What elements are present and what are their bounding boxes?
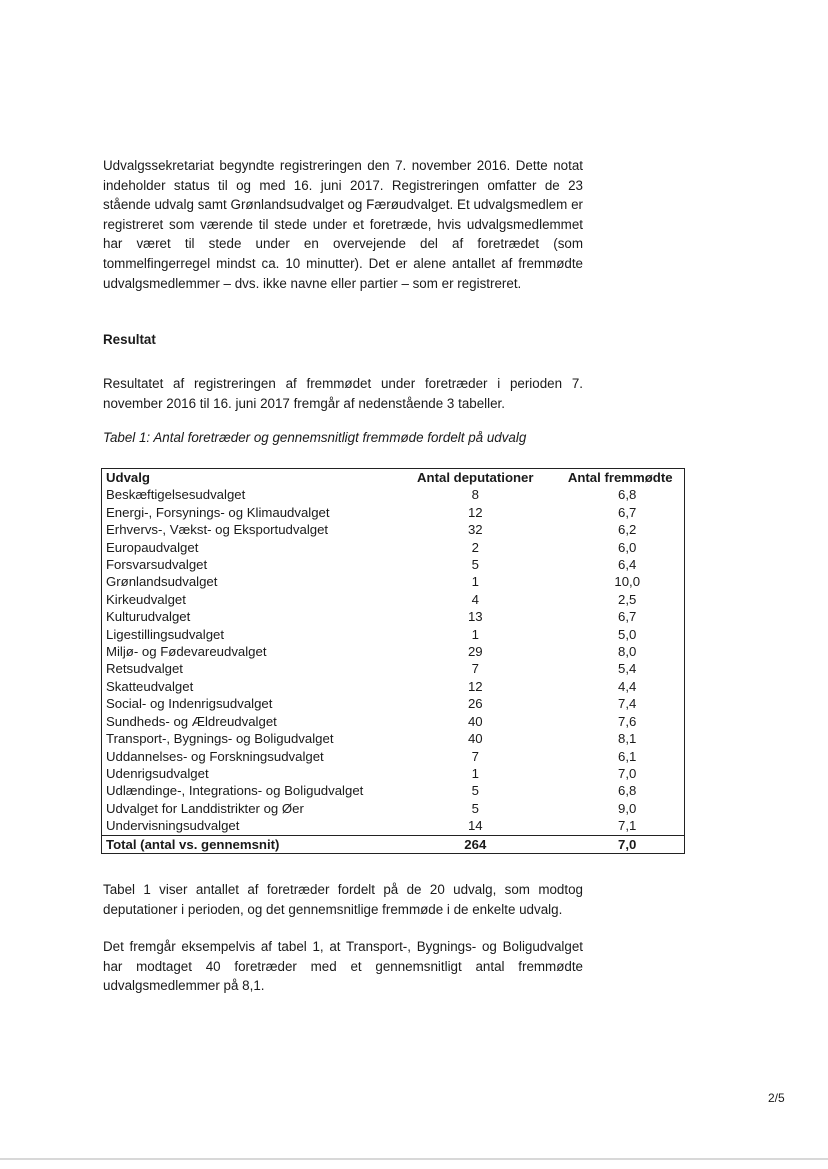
cell-udvalg: Kulturudvalget [106, 609, 191, 625]
table-row [102, 678, 685, 695]
cell-antal-fremmodte: 6,4 [618, 557, 637, 573]
cell-antal-fremmodte: 5,4 [618, 661, 637, 677]
cell-antal-deputationer: 5 [471, 557, 479, 573]
cell-antal-fremmodte: 6,7 [618, 609, 637, 625]
table-row [102, 591, 685, 608]
table-row [102, 800, 685, 817]
table-body [102, 486, 685, 835]
cell-antal-deputationer: 1 [471, 574, 479, 590]
cell-antal-fremmodte: 7,4 [618, 696, 637, 712]
cell-antal-deputationer: 7 [471, 748, 479, 764]
cell-antal-fremmodte: 4,4 [618, 678, 637, 694]
cell-udvalg: Udvalget for Landdistrikter og Øer [106, 800, 304, 816]
cell-antal-deputationer: 40 [467, 731, 483, 747]
cell-antal-fremmodte: 7,6 [618, 713, 637, 729]
cell-udvalg: Retsudvalget [106, 661, 183, 677]
cell-antal-fremmodte: 6,8 [618, 487, 637, 503]
cell-udvalg: Energi-, Forsynings- og Klimaudvalget [106, 504, 330, 520]
cell-antal-deputationer: 8 [471, 487, 479, 503]
example-paragraph: Det fremgår eksempelvis af tabel 1, at Transport-, Bygnings- og Boligudvalget har modtaget 40 foretræder med et gennemsnitligt antal fremmødte udvalgsmedlemmer på 8,1. [103, 939, 583, 994]
header-udvalg: Udvalg [106, 470, 150, 485]
table-row [102, 695, 685, 712]
table-row [102, 748, 685, 765]
cell-udvalg: Social- og Indenrigsudvalget [106, 696, 273, 712]
table-row [102, 486, 685, 503]
cell-antal-deputationer: 5 [471, 800, 479, 816]
table-row [102, 504, 685, 521]
header-antal-fremmodte: Antal fremmødte [567, 470, 673, 485]
result-heading: Resultat [103, 332, 156, 347]
table-header-row [102, 469, 685, 487]
cell-udvalg: Kirkeudvalget [106, 591, 186, 607]
cell-antal-fremmodte: 6,7 [618, 504, 637, 520]
cell-antal-fremmodte: 5,0 [618, 626, 637, 642]
header-antal-deputationer: Antal deputationer [417, 470, 534, 485]
table-row [102, 643, 685, 660]
cell-udvalg: Forsvarsudvalget [106, 557, 208, 573]
table-row [102, 626, 685, 643]
cell-antal-deputationer: 1 [471, 626, 479, 642]
cell-antal-deputationer: 29 [467, 644, 483, 660]
cell-antal-fremmodte: 9,0 [618, 800, 637, 816]
cell-antal-deputationer: 7 [471, 661, 479, 677]
cell-antal-deputationer: 14 [467, 818, 483, 834]
cell-antal-deputationer: 26 [467, 696, 483, 712]
table-row [102, 573, 685, 590]
cell-udvalg: Europaudvalget [106, 539, 199, 555]
total-label: Total (antal vs. gennemsnit) [102, 835, 401, 853]
cell-udvalg: Erhvervs-, Vækst- og Eksportudvalget [106, 522, 329, 538]
cell-antal-fremmodte: 8,1 [618, 731, 637, 747]
committee-table [101, 468, 685, 854]
cell-antal-deputationer: 12 [467, 678, 483, 694]
cell-udvalg: Skatteudvalget [106, 678, 194, 694]
cell-antal-fremmodte: 2,5 [618, 591, 637, 607]
cell-udvalg: Sundheds- og Ældreudvalget [106, 713, 277, 729]
cell-antal-deputationer: 5 [471, 783, 479, 799]
cell-udvalg: Udlændinge-, Integrations- og Boligudvalget [106, 783, 364, 799]
cell-antal-deputationer: 4 [471, 591, 479, 607]
table-row [102, 660, 685, 677]
table-row [102, 782, 685, 799]
cell-antal-deputationer: 40 [467, 713, 483, 729]
table-caption: Tabel 1: Antal foretræder og gennemsnitligt fremmøde fordelt på udvalg [103, 430, 527, 445]
cell-antal-fremmodte: 6,8 [618, 783, 637, 799]
cell-antal-deputationer: 1 [471, 765, 479, 781]
table-explanation-paragraph: Tabel 1 viser antallet af foretræder fordelt på de 20 udvalg, som modtog deputationer i perioden, og det gennemsnitlige fremmøde i de enkelte udvalg. [103, 882, 583, 917]
table-row [102, 730, 685, 747]
cell-udvalg: Beskæftigelsesudvalget [106, 487, 246, 503]
total-deputationer: 264 [400, 835, 550, 853]
cell-udvalg: Grønlandsudvalget [106, 574, 218, 590]
cell-antal-fremmodte: 6,0 [618, 539, 637, 555]
bottom-divider [0, 1158, 828, 1160]
table-row [102, 521, 685, 538]
cell-antal-deputationer: 32 [467, 522, 483, 538]
cell-udvalg: Ligestillingsudvalget [106, 626, 225, 642]
cell-antal-deputationer: 2 [471, 539, 479, 555]
cell-antal-fremmodte: 8,0 [618, 644, 637, 660]
cell-antal-fremmodte: 6,2 [618, 522, 637, 538]
cell-udvalg: Transport-, Bygnings- og Boligudvalget [106, 731, 334, 747]
cell-udvalg: Uddannelses- og Forskningsudvalget [106, 748, 324, 764]
page-number: 2/5 [768, 1091, 785, 1105]
cell-antal-deputationer: 12 [467, 504, 483, 520]
cell-udvalg: Udenrigsudvalget [106, 765, 209, 781]
table-row [102, 765, 685, 782]
table-row [102, 556, 685, 573]
total-fremmodte: 7,0 [550, 835, 684, 853]
cell-udvalg: Undervisningsudvalget [106, 818, 240, 834]
cell-antal-fremmodte: 7,1 [618, 818, 637, 834]
cell-antal-fremmodte: 7,0 [618, 765, 637, 781]
cell-antal-fremmodte: 10,0 [614, 574, 641, 590]
intro-paragraph: Udvalgssekretariat begyndte registreringen den 7. november 2016. Dette notat indeholder status til og med 16. juni 2017. Registreringen omfatter de 23 stående udvalg samt Grønlandsudvalget og Færøudvalget. Et udvalgsmedlem er registreret som værende til stede under et foretræde, hvis udvalgsmedlemmet har været til stede under en overvejende del af foretrædet (som tommelfingerregel mindst ca. 10 minutter). Det er alene antallet af fremmødte udvalgsmedlemmer – dvs. ikke navne eller partier – som er registreret. [103, 158, 583, 291]
table-row [102, 713, 685, 730]
cell-udvalg: Miljø- og Fødevareudvalget [106, 644, 267, 660]
table-row [102, 817, 685, 835]
table-total-row [102, 835, 685, 853]
cell-antal-deputationer: 13 [467, 609, 483, 625]
table-row [102, 539, 685, 556]
table-row [102, 608, 685, 625]
cell-antal-fremmodte: 6,1 [618, 748, 637, 764]
result-paragraph: Resultatet af registreringen af fremmødet under foretræder i perioden 7. november 2016 til 16. juni 2017 fremgår af nedenstående 3 tabeller. [103, 376, 583, 411]
